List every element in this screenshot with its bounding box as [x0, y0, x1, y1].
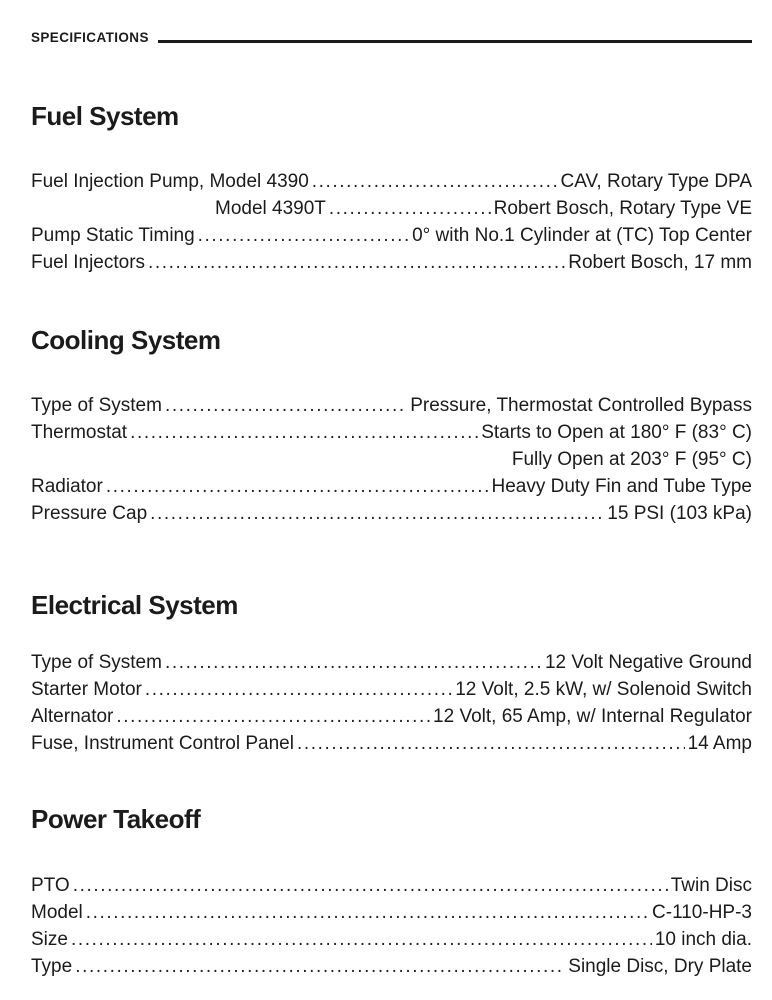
dot-leader	[86, 899, 649, 926]
dot-leader	[145, 676, 452, 703]
dot-leader	[116, 703, 430, 730]
spec-label: Thermostat	[31, 422, 128, 443]
section-fuel-system	[31, 102, 752, 276]
spec-value: 12 Volt, 65 Amp, w/ Internal Regulator	[433, 706, 752, 727]
dot-leader	[312, 168, 558, 195]
spec-label: Type of System	[31, 652, 162, 673]
spec-row	[31, 222, 752, 249]
spec-label: Radiator	[31, 476, 103, 497]
spec-row	[31, 392, 752, 419]
dot-leader	[297, 730, 685, 757]
spec-value: Pressure, Thermostat Controlled Bypass	[410, 395, 752, 416]
spec-label: Model 4390T	[215, 198, 326, 219]
spec-label: Size	[31, 929, 68, 950]
dot-leader	[148, 249, 565, 276]
spec-label: Type	[31, 956, 73, 977]
dot-leader	[106, 473, 489, 500]
spec-value: C-110-HP-3	[652, 902, 752, 923]
spec-value: 12 Volt, 2.5 kW, w/ Solenoid Switch	[455, 679, 752, 700]
section-title-fuel-system: Fuel System	[31, 101, 179, 131]
spec-label: Alternator	[31, 706, 114, 727]
spec-label: Fuel Injection Pump, Model 4390	[31, 171, 309, 192]
spec-row	[31, 926, 752, 953]
section-cooling-system	[31, 326, 752, 527]
page-header	[31, 28, 752, 46]
section-power-takeoff	[31, 805, 752, 980]
spec-value: Heavy Duty Fin and Tube Type	[491, 476, 752, 497]
spec-list-power-takeoff	[31, 872, 752, 980]
spec-row-continuation	[31, 446, 752, 473]
dot-leader	[150, 500, 604, 527]
spec-label: Model	[31, 902, 83, 923]
spec-row	[31, 473, 752, 500]
spec-label: Fuse, Instrument Control Panel	[31, 733, 294, 754]
spec-row	[31, 500, 752, 527]
spec-label: Type of System	[31, 395, 162, 416]
spec-row	[31, 168, 752, 195]
spec-value: Robert Bosch, 17 mm	[568, 252, 752, 273]
spec-value: CAV, Rotary Type DPA	[560, 171, 752, 192]
spec-row	[31, 676, 752, 703]
dot-leader	[198, 222, 409, 249]
spec-label: Starter Motor	[31, 679, 142, 700]
spec-label: Pressure Cap	[31, 503, 148, 524]
dot-leader	[329, 195, 491, 222]
spec-list-fuel-system	[31, 168, 752, 276]
section-electrical-system	[31, 591, 752, 757]
spec-value: 15 PSI (103 kPa)	[607, 503, 752, 524]
spec-label: Pump Static Timing	[31, 225, 195, 246]
dot-leader	[165, 649, 542, 676]
header-rule	[158, 40, 752, 43]
dot-leader	[75, 953, 565, 980]
spec-value: Single Disc, Dry Plate	[568, 956, 752, 977]
spec-row	[31, 872, 752, 899]
spec-list-electrical-system	[31, 649, 752, 757]
spec-row	[31, 899, 752, 926]
spec-value: Twin Disc	[670, 875, 752, 896]
dot-leader	[165, 392, 407, 419]
spec-value: Robert Bosch, Rotary Type VE	[493, 198, 752, 219]
spec-row	[31, 730, 752, 757]
spec-label: Fuel Injectors	[31, 252, 146, 273]
spec-row	[31, 649, 752, 676]
spec-value: Fully Open at 203° F (95° C)	[511, 449, 752, 470]
section-title-electrical-system: Electrical System	[31, 590, 238, 620]
dot-leader	[73, 872, 668, 899]
spec-label: PTO	[31, 875, 70, 896]
page-header-title: SPECIFICATIONS	[31, 29, 149, 45]
spec-value: 10 inch dia.	[654, 929, 752, 950]
spec-row	[31, 953, 752, 980]
spec-row	[31, 419, 752, 446]
dot-leader	[130, 419, 478, 446]
spec-value: 12 Volt Negative Ground	[544, 652, 752, 673]
spec-value: 0° with No.1 Cylinder at (TC) Top Center	[412, 225, 752, 246]
spec-list-cooling-system	[31, 392, 752, 527]
spec-row	[31, 703, 752, 730]
section-title-cooling-system: Cooling System	[31, 325, 221, 355]
spec-value: Starts to Open at 180° F (83° C)	[481, 422, 752, 443]
section-title-power-takeoff: Power Takeoff	[31, 804, 201, 834]
spec-row	[31, 249, 752, 276]
spec-value: 14 Amp	[687, 733, 752, 754]
dot-leader	[71, 926, 652, 953]
spec-row	[31, 195, 752, 222]
